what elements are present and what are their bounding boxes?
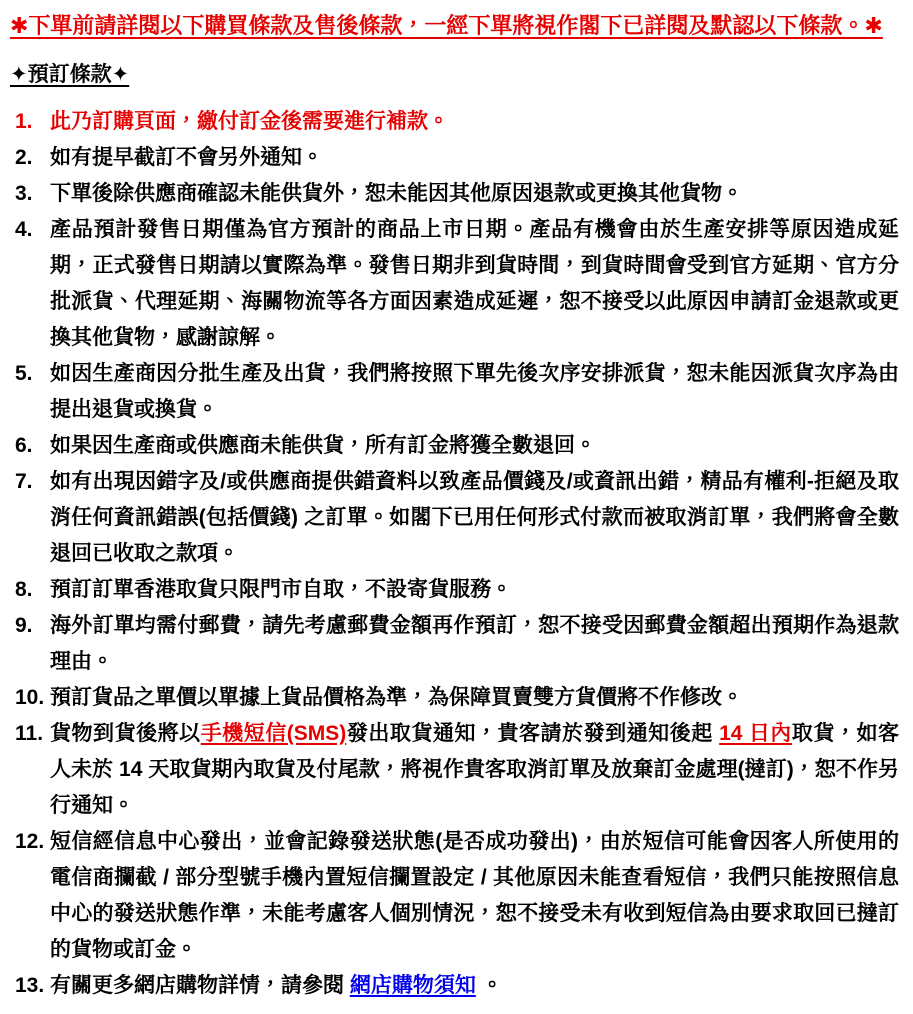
- term-text: [50, 110, 449, 133]
- term-segment: 產品預計發售日期僅為官方預計的商品上市日期。產品有機會由於生產安排等原因造成延期，正式發售日期請以實際為準。發售日期非到貨時間，到貨時間會受到官方延期、官方分批派貨、代理延期、海關物流等各方面因素造成延遲，恕不接受以此原因申請訂金退款或更換其他貨物，感謝諒解。: [50, 218, 899, 349]
- term-segment: 貨物到貨後將以: [50, 722, 201, 745]
- term-number: 4.: [15, 218, 33, 241]
- term-number: 3.: [15, 182, 33, 205]
- term-text: [50, 362, 899, 421]
- term-segment: 。: [475, 974, 503, 997]
- term-text: [50, 146, 323, 169]
- term-segment: 如果因生產商或供應商未能供貨，所有訂金將獲全數退回。: [50, 434, 596, 457]
- term-text: [50, 974, 503, 997]
- term-segment: 手機短信(SMS): [200, 722, 347, 745]
- term-text: [50, 578, 512, 601]
- term-segment: 下單後除供應商確認未能供貨外，恕未能因其他原因退款或更換其他貨物。: [50, 182, 743, 205]
- section-heading-preorder-terms: ✦預訂條款✦: [10, 63, 130, 86]
- term-item: [10, 608, 899, 680]
- term-segment: 短信經信息中心發出，並會記錄發送狀態(是否成功發出)，由於短信可能會因客人所使用的電信商攔截 / 部分型號手機內置短信攔置設定 / 其他原因未能查看短信，我們只能按照信息中心的發送狀態作準，未能考慮客人個別情況，恕不接受未有收到短信為由要求取回已撻訂的貨物或訂金。: [50, 830, 899, 961]
- term-segment: 此乃訂購頁面，繳付訂金後需要進行補款。: [50, 110, 449, 133]
- term-number: 11.: [15, 722, 44, 745]
- term-number: 12.: [15, 830, 45, 853]
- term-item: [10, 356, 899, 428]
- term-number: 8.: [15, 578, 33, 601]
- term-item: [10, 824, 899, 968]
- term-text: [50, 434, 596, 457]
- term-item: [10, 572, 899, 608]
- term-segment: 發出取貨通知，貴客請於發到通知後起: [346, 722, 720, 745]
- term-item: [10, 140, 899, 176]
- store-shopping-guide-link[interactable]: 網店購物須知: [349, 974, 476, 997]
- term-item: [10, 968, 899, 1004]
- term-item: [10, 464, 899, 572]
- term-segment: 海外訂單均需付郵費，請先考慮郵費金額再作預訂，恕不接受因郵費金額超出預期作為退款理由。: [50, 614, 899, 673]
- term-segment: 如有出現因錯字及/或供應商提供錯資料以致產品價錢及/或資訊出錯，精品有權利-拒絕及取消任何資訊錯誤(包括價錢) 之訂單。如閣下已用任何形式付款而被取消訂單，我們將會全數退回已收取之款項。: [50, 470, 899, 565]
- term-number: 2.: [15, 146, 33, 169]
- term-number: 1.: [15, 110, 33, 133]
- term-number: 13.: [15, 974, 45, 997]
- term-item: [10, 176, 899, 212]
- term-number: 5.: [15, 362, 33, 385]
- term-segment: 取貨，如客人未於 14 天取貨期內取貨及付尾款，將視作貴客取消訂單及放棄訂金處理(撻訂)，恕不作另行通知。: [50, 722, 900, 817]
- term-segment: 預訂訂單香港取貨只限門市自取，不設寄貨服務。: [50, 578, 512, 601]
- term-item: [10, 212, 899, 356]
- term-item: [10, 716, 899, 824]
- term-item: [10, 428, 899, 464]
- term-item: [10, 680, 899, 716]
- term-item: [10, 104, 899, 140]
- term-segment: 預訂貨品之單價以單據上貨品價格為準，為保障買賣雙方貨價將不作修改。: [50, 686, 743, 709]
- term-segment: 14 日內: [719, 722, 792, 745]
- term-segment: 有關更多網店購物詳情，請參閱: [50, 974, 350, 997]
- term-segment: 如有提早截訂不會另外通知。: [50, 146, 323, 169]
- term-number: 10.: [15, 686, 45, 709]
- term-number: 7.: [15, 470, 33, 493]
- term-text: [50, 218, 899, 349]
- term-segment: 如因生產商因分批生產及出貨，我們將按照下單先後次序安排派貨，恕未能因派貨次序為由提出退貨或換貨。: [50, 362, 899, 421]
- term-text: [50, 722, 899, 817]
- term-text: [50, 614, 899, 673]
- term-text: [50, 830, 899, 961]
- term-text: [50, 182, 743, 205]
- term-text: [50, 686, 743, 709]
- term-number: 6.: [15, 434, 33, 457]
- preorder-warning-banner: ✱下單前請詳閱以下購買條款及售後條款，一經下單將視作閣下已詳閱及默認以下條款。✱: [10, 13, 883, 38]
- term-text: [50, 470, 899, 565]
- term-number: 9.: [15, 614, 33, 637]
- terms-list: [10, 104, 899, 1004]
